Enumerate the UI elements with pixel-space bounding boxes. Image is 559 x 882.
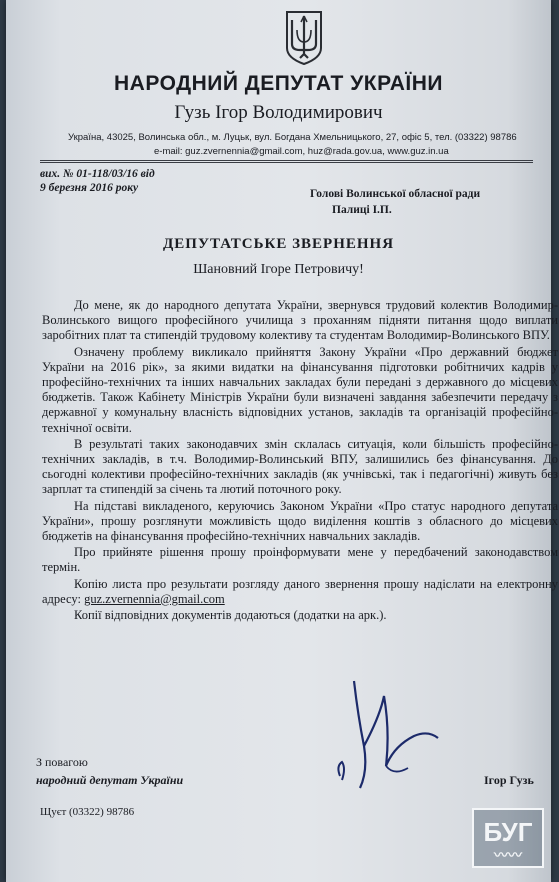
body-paragraph: На підставі викладеного, керуючись Законом України «Про статус народного депутата України», прошу розглянути можливість щодо виділення коштів з обласного до місцевих бюджетів на фінансування професійно-технічних навчальних закладів. xyxy=(42,498,558,544)
watermark-text: БУГ xyxy=(483,816,533,847)
watermark-logo xyxy=(472,808,544,868)
trident-emblem-icon xyxy=(284,10,324,66)
body-paragraph: Означену проблему викликало прийняття Закону України «Про державний бюджет України на 2016 рік», за якими видатки на фінансування підготовки робітничих кадрів у професійно-технічних та інших навчальних закладах були передані з державного до місцевих бюджетів. Також Кабінету Міністрів України були визначені завдання забезпечити передачу з державної у комунальну власність відповідних установ, закладів та організацій професійно-технічної освіти. xyxy=(42,344,558,435)
body-paragraph: В результаті таких законодавчих змін склалась ситуація, коли більшість професійно-технічних закладів, в т.ч. Володимир-Волинський ВПУ, залишились без фінансування. До сьогодні колективи професійно-технічних закладів (як учнівські, так і педагогічні) живуть без зарплат та стипендій за січень та лютий поточного року. xyxy=(42,436,558,497)
letterhead-name: Гузь Ігор Володимирович xyxy=(174,102,383,123)
wave-icon: 〰〰 xyxy=(494,846,522,863)
copy-request-email[interactable]: guz.zvernennia@gmail.com xyxy=(84,591,225,606)
attachments-note: Копії відповідних документів додаються (додатки на арк.). xyxy=(74,608,387,623)
letterhead-divider-second xyxy=(40,162,533,163)
document-title: ДЕПУТАТСЬКЕ ЗВЕРНЕННЯ xyxy=(162,236,395,252)
copy-request xyxy=(42,577,558,607)
letterhead-title: НАРОДНИЙ ДЕПУТАТ УКРАЇНИ xyxy=(114,72,443,95)
contact-line: Щуєт (03322) 98786 xyxy=(40,806,135,818)
letterhead-address: Україна, 43025, Волинська обл., м. Луцьк, вул. Богдана Хмельницького, 27, офіс 5, тел. (03322) 98786 xyxy=(68,132,517,143)
body-paragraph: Про прийняте рішення прошу проінформувати мене у передбачений законодавством термін. xyxy=(42,545,558,575)
addressee-line-1: Голові Волинської обласної ради xyxy=(310,188,481,200)
addressee-block xyxy=(310,186,480,218)
addressee-line-2: Палиці І.П. xyxy=(332,204,392,216)
outgoing-number: вих. № 01-118/03/16 від xyxy=(40,168,155,180)
greeting: Шановний Ігоре Петровичу! xyxy=(193,262,364,277)
letterhead-email: e-mail: guz.zvernennia@gmail.com, huz@rada.gov.ua, www.guz.in.ua xyxy=(154,146,449,157)
handwritten-signature xyxy=(324,676,454,796)
outgoing-date: 9 березня 2016 року xyxy=(40,182,139,194)
letter-page xyxy=(6,0,558,882)
letter-body xyxy=(42,298,558,624)
signoff-title: народний депутат України xyxy=(36,773,184,787)
signer-name: Ігор Гузь xyxy=(484,773,534,787)
body-paragraph: До мене, як до народного депутата України, звернувся трудовий колектив Володимир-Волинського вищого професійного училища з проханням підняти питання щодо виплати заробітних плат та стипендій трудовому колективу та студентам Володимир-Волинського ВПУ. xyxy=(42,298,558,343)
copy-request-text: Копію листа про результати розгляду даного звернення прошу надіслати на електронну адресу: xyxy=(42,576,558,606)
signoff-closing: З повагою xyxy=(36,755,88,769)
letterhead-divider xyxy=(40,160,533,161)
